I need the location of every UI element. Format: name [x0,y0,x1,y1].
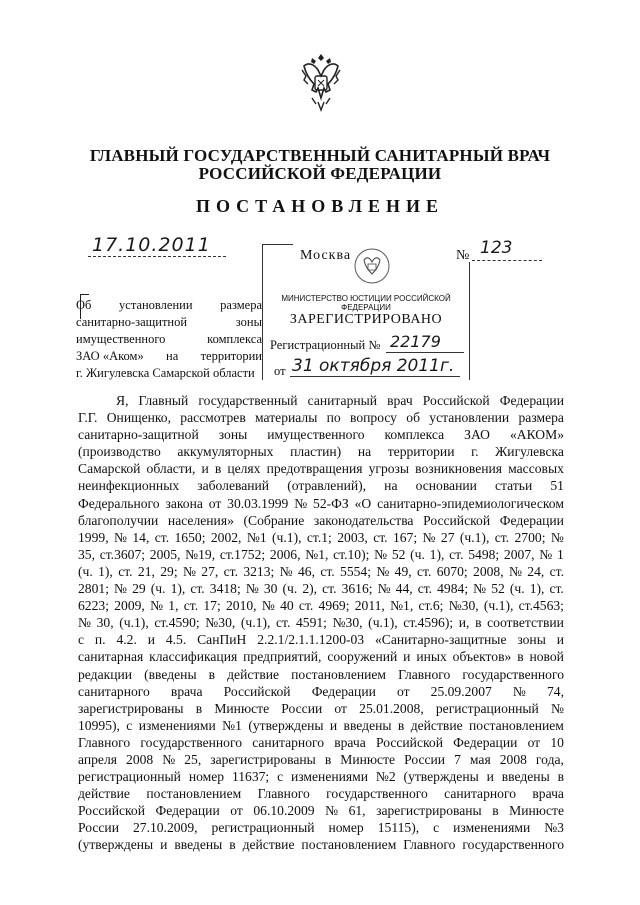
subject-word: комплекса [207,332,262,346]
stamp-reg-number-label: Регистрационный № [270,338,381,352]
decree-body-text [78,392,564,854]
body-line: 10995), с изменениями №1 (утверждены и введены в действие постановлением [78,717,564,733]
issuer-title-line1: ГЛАВНЫЙ ГОСУДАРСТВЕННЫЙ САНИТАРНЫЙ ВРАЧ [89,146,551,165]
subject-word: Об [76,298,92,312]
body-line: (утверждены и введены в действие постановлением Главного государственного [78,837,564,853]
subject-word: ЗАО «Аком» [76,349,144,363]
body-line: действие постановлением Главного государственного санитарного врача [78,786,564,802]
body-line: 1999, № 14, ст. 1650; 2002, №1 (ч.1), ст.1; 2003, ст. 167; № 27 (ч.1), ст. 2700; № [78,529,564,545]
body-line: неинфекционных заболеваний (отравлений), на основании статьи 51 [78,478,564,494]
body-line: апреля 2008 № 25, зарегистрированы в Минюсте России 7 мая 2008 года, [78,751,564,767]
body-line: санитарная классификация предприятий, сооружений и иных объектов» в новой [78,649,564,665]
stamp-date-underline [290,376,460,377]
body-line: России 27.10.2009, регистрационный номер 15115), с изменениями №3 [78,820,564,836]
body-line: (ч. 1), ст. 21, 29; № 27, ст. 3213; № 46, ст. 5554; № 49, ст. 6070; 2008, № 24, ст. [78,563,564,579]
stamp-registered-label: ЗАРЕГИСТРИРОВАНО [289,312,443,327]
body-line: с п. 4.2. и 4.5. СанПиН 2.2.1/2.1.1.1200-03 «Санитарно-защитные зоны и [78,632,564,648]
stamp-reg-number-handwritten: 22179 [390,332,441,351]
body-line: Я, Главный государственный санитарный врач Российской Федерации [116,393,564,408]
body-line: регистрационный номер 11637; с изменениями №2 (утверждены и введены в [78,769,564,785]
body-line: зарегистрированы в Минюсте России от 25.01.2008, регистрационный № [78,700,564,716]
body-line: Федерального закона от 30.03.1999 № 52-ФЗ «О санитарно-эпидемиологическом [78,495,564,511]
body-line: санитарно-защитной зоны имущественного комплекса ЗАО «АКОМ» [78,427,564,443]
subject-word: зоны [235,315,262,329]
body-line: Г.Г. Онищенко, рассмотрев материалы по вопросу об установлении размера [78,410,564,426]
number-sign: № [456,248,470,263]
body-line: редакции (введены в действие постановлением Главного государственного [78,666,564,682]
document-type-heading: ПОСТАНОВЛЕНИЕ [195,196,445,216]
subject-word: размера [220,298,262,312]
subject-line [76,365,262,382]
decree-subject [76,297,262,382]
handwritten-decree-number: 123 [480,238,513,258]
subject-word: установлении [119,298,193,312]
subject-word: территории [200,349,262,363]
issuer-title-line2: РОССИЙСКОЙ ФЕДЕРАЦИИ [198,164,442,183]
subject-line [76,297,262,314]
body-line: благополучии населения» (Собрание законодательства Российской Федерации [78,512,564,528]
body-line: 2801; № 29 (ч. 1), ст. 3418; № 30 (ч. 2), ст. 3616; № 44, ст. 4984; № 52 (ч. 1), ст. [78,581,564,597]
stamp-number-underline [386,352,464,353]
number-underline [472,260,542,261]
subject-word: санитарно-защитной [76,315,188,329]
body-line: (производство аккумуляторных пластин) на территории г. Жигулевска [78,444,564,460]
stamp-seal-icon [352,246,392,286]
body-line: Самарской области, и в целях предотвращения угрозы возникновения массовых [78,461,564,477]
subject-line [76,348,262,365]
stamp-ministry-name: МИНИСТЕРСТВО ЮСТИЦИИ РОССИЙСКОЙ ФЕДЕРАЦИИ [281,294,451,312]
date-underline [88,256,226,257]
city-label: Москва [300,248,352,263]
body-line: санитарного врача Российской Федерации от 25.09.2007 № 74, [78,683,564,699]
stamp-from-label: от [274,364,286,378]
body-line: № 30, (ч.1), ст.4590; №30, (ч.1), ст. 4591; №30, (ч.1), ст.4596); и, в соответствии [78,615,564,631]
body-line: 6223; 2009, № 1, ст. 17; 2010, № 40 ст. 4969; 2011, №1, ст.6; №30, (ч.1), ст.4563; [78,598,564,614]
stamp-date-handwritten: 31 октября 2011г. [292,356,455,376]
body-line: 35, ст.3607; 2005, №19, ст.1752; 2006, №1, ст.10); № 52 (ч. 1), ст. 5498; 2007, № 1 [78,546,564,562]
handwritten-date: 17.10.2011 [92,234,211,256]
body-line: Главного государственного санитарного врача Российской Федерации от 10 [78,734,564,750]
subject-word: г. Жигулевска Самарской области [76,366,255,380]
subject-line [76,314,262,331]
subject-word: имущественного [76,332,166,346]
body-line: Российской Федерации от 06.10.2009 № 61, зарегистрированы в Минюсте [78,803,564,819]
coat-of-arms-icon [298,50,344,114]
subject-line [76,331,262,348]
subject-word: на [166,349,179,363]
